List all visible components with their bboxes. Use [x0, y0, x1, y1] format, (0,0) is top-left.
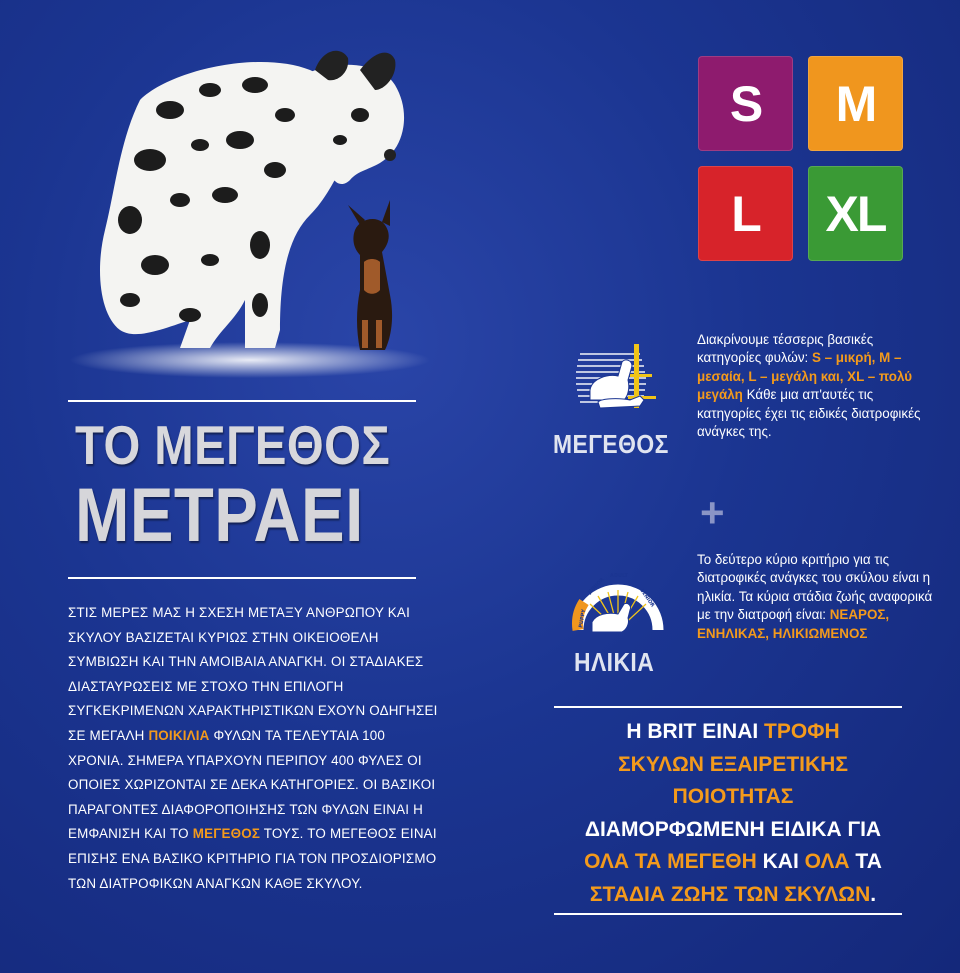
size-cat-s: S – μικρή,	[811, 350, 876, 366]
size-cat-m-l: M – μεσαία, L – μεγάλη και,	[697, 350, 902, 384]
body-text-part-2: ΦΥΛΩΝ ΤΑ ΤΕΛΕΥΤΑΙΑ 100 ΧΡΟΝΙΑ. ΣΗΜΕΡΑ ΥΠΑΡΧΟΥΝ ΠΕΡΙΠΟΥ 400 ΦΥΛΕΣ ΟΙ ΟΠΟΙΕΣ ΧΩΡΙΖΟΝΤΑΙ ΣΕ ΔΕΚΑ ΚΑΤΗΓΟΡΙΕΣ. ΟΙ ΒΑΣΙΚΟΙ ΠΑΡΑΓΟΝΤΕΣ ΔΙΑΦΟΡΟΠΟΙΗΣΗΣ ΤΩΝ ΦΥΛΩΝ ΕΙΝΑΙ Η ΕΜΦΑΝΙΣΗ ΚΑΙ ΤΟ	[68, 727, 436, 842]
size-tile-m: M	[808, 56, 903, 151]
age-icon	[570, 560, 665, 648]
size-icon-label: ΜΕΓΕΘΟΣ	[553, 429, 669, 459]
ring-label-senior: SENIOR	[638, 587, 656, 609]
closing-statement	[548, 716, 918, 911]
size-tile-xl: XL	[808, 166, 903, 261]
page-title-line-1: ΤΟ ΜΕΓΕΘΟΣ	[75, 414, 391, 476]
body-paragraph	[68, 601, 438, 896]
size-icon	[570, 340, 665, 418]
closing-w4: ΤΑ	[849, 850, 882, 873]
age-stages: ΝΕΑΡΟΣ, ΕΝΗΛΙΚΑΣ, ΗΛΙΚΙΩΜΕΝΟΣ	[697, 607, 890, 641]
closing-w5: .	[870, 882, 877, 906]
closing-w3: ΚΑΙ	[756, 850, 805, 873]
closing-w1: Η BRIT ΕΙΝΑΙ	[626, 720, 765, 743]
title-bottom-rule	[68, 577, 416, 579]
closing-w2: ΔΙΑΜΟΡΦΩΜΕΝΗ ΕΙΔΙΚΑ ΓΙΑ	[584, 817, 882, 841]
ring-label-junior: JUNIOR	[587, 576, 606, 596]
closing-o6: ΣΤΑΔΙΑ ΖΩΗΣ ΤΩΝ ΣΚΥΛΩΝ	[589, 882, 871, 906]
closing-o2: ΣΚΥΛΩΝ ΕΞΑΙΡΕΤΙΚΗΣ	[618, 752, 848, 776]
closing-bottom-rule	[554, 913, 902, 915]
dogs-photo	[60, 30, 440, 390]
size-intro: Διακρίνουμε τέσσερις βασικές κατηγορίες φυλών:	[697, 332, 874, 366]
body-text-part-3: ΤΟΥΣ. ΤΟ ΜΕΓΕΘΟΣ ΕΙΝΑΙ ΕΠΙΣΗΣ ΕΝΑ ΒΑΣΙΚΟ ΚΡΙΤΗΡΙΟ ΓΙΑ ΤΟΝ ΠΡΟΣΔΙΟΡΙΣΜΟ ΤΩΝ ΔΙΑΤΡΟΦΙΚΩΝ ΑΝΑΓΚΩΝ ΚΑΘΕ ΣΚΥΛΟΥ.	[68, 826, 437, 891]
closing-o3: ΠΟΙΟΤΗΤΑΣ	[672, 785, 794, 808]
body-text-part-1: ΣΤΙΣ ΜΕΡΕΣ ΜΑΣ Η ΣΧΕΣΗ ΜΕΤΑΞΥ ΑΝΘΡΩΠΟΥ ΚΑΙ ΣΚΥΛΟΥ ΒΑΣΙΖΕΤΑΙ ΚΥΡΙΩΣ ΣΤΗΝ ΟΙΚΕΙΟΘΕΛΗ ΣΥΜΒΙΩΣΗ ΚΑΙ ΤΗΝ ΑΜΟΙΒΑΙΑ ΑΝΑΓΚΗ. ΟΙ ΣΤΑΔΙΑΚΕΣ ΔΙΑΣΤΑΥΡΩΣΕΙΣ ΜΕ ΣΤΟΧΟ ΤΗΝ ΕΠΙΛΟΓΗ ΣΥΓΚΕΚΡΙΜΕΝΩΝ ΧΑΡΑΚΤΗΡΙΣΤΙΚΩΝ ΕΧΟΥΝ ΟΔΗΓΗΣΕΙ ΣΕ ΜΕΓΑΛΗ	[68, 605, 438, 743]
ring-label-puppy: PUPPY	[578, 608, 588, 629]
plus-sign: +	[700, 489, 725, 536]
closing-top-rule	[554, 706, 902, 708]
page-title-line-2: ΜΕΤΡΑΕΙ	[75, 473, 364, 558]
size-tile-l: L	[698, 166, 793, 261]
age-text: Το δεύτερο κύριο κριτήριο για τις διατροφικές ανάγκες του σκύλου είναι η ηλικία. Τα κύρια στάδια ζωής αναφορικά με την διατροφή είναι:	[697, 552, 933, 623]
size-outro: Κάθε μια απ'αυτές τις κατηγορίες έχει τις ειδικές διατροφικές ανάγκες της.	[697, 387, 921, 440]
age-icon-label: ΗΛΙΚΙΑ	[574, 647, 655, 677]
closing-o5: ΟΛΑ	[804, 850, 850, 873]
body-highlight-variety: ΠΟΙΚΙΛΙΑ	[148, 727, 210, 743]
age-description	[697, 551, 937, 643]
closing-o4: ΟΛΑ ΤΑ ΜΕΓΕΘΗ	[584, 850, 757, 873]
title-top-rule	[68, 400, 416, 402]
small-dog	[348, 200, 392, 350]
body-highlight-size: ΜΕΓΕΘΟΣ	[192, 826, 261, 842]
size-description	[697, 331, 937, 441]
size-tile-s: S	[698, 56, 793, 151]
closing-o1: ΤΡΟΦΗ	[764, 720, 840, 743]
size-cat-xl: XL – πολύ μεγάλη	[697, 368, 913, 403]
ring-label-adult: ADULT	[610, 573, 628, 579]
